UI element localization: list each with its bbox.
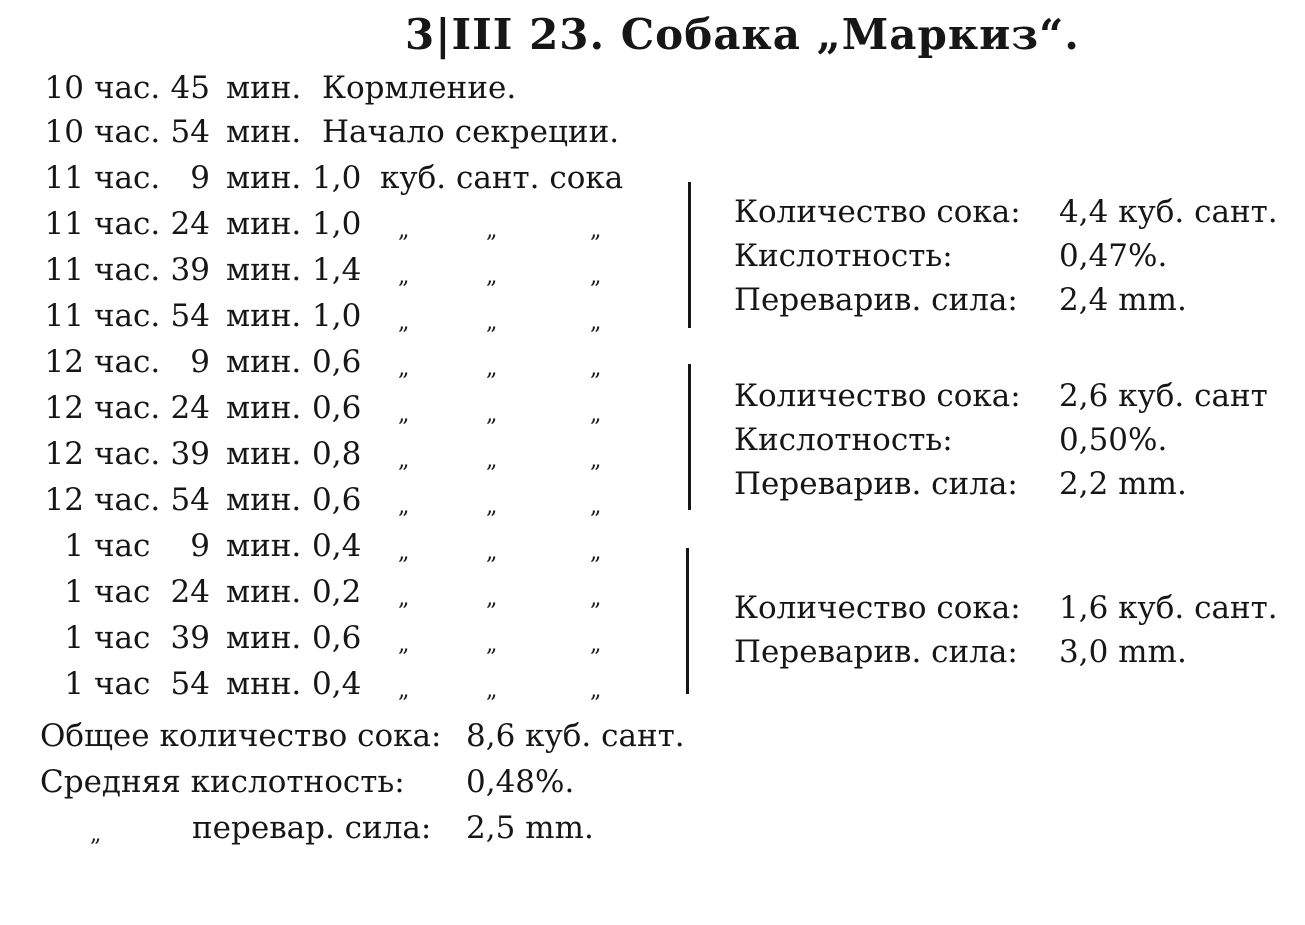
hour: 10 — [44, 70, 84, 106]
volume: 0,6 — [312, 482, 362, 518]
mean-digest-label: перевар. сила: — [192, 810, 432, 846]
minute: 24 — [170, 206, 210, 242]
volume: 1,4 — [312, 252, 362, 288]
minute-unit: мин. — [226, 436, 302, 472]
total-volume-label: Общее количество сока: — [40, 718, 442, 754]
hour-unit: час. — [94, 160, 161, 196]
hour: 12 — [44, 436, 84, 472]
ditto-mark: „ — [590, 356, 602, 381]
hour: 11 — [44, 160, 84, 196]
hour-unit: час. — [94, 114, 161, 150]
ditto-mark: „ — [486, 540, 498, 565]
ditto-mark: „ — [486, 218, 498, 243]
volume-unit: куб. сант. сока — [380, 160, 624, 196]
event-text: Кормление. — [322, 70, 517, 106]
minute-unit: мин. — [226, 160, 302, 196]
total-volume-value: 8,6 куб. сант. — [466, 718, 685, 754]
minute-unit: мин. — [226, 528, 302, 564]
hour-unit: час. — [94, 252, 161, 288]
minute: 54 — [170, 114, 210, 150]
ditto-mark: „ — [486, 264, 498, 289]
ditto-mark: „ — [398, 678, 410, 703]
minute: 9 — [190, 160, 210, 196]
ditto-mark: „ — [590, 540, 602, 565]
hour-unit: час. — [94, 344, 161, 380]
hour-unit: час — [94, 620, 151, 656]
hour-unit: час — [94, 528, 151, 564]
hour-unit: час — [94, 574, 151, 610]
ditto-mark: „ — [398, 218, 410, 243]
ditto-mark: „ — [486, 586, 498, 611]
ditto-mark: „ — [398, 494, 410, 519]
ditto-mark: „ — [486, 494, 498, 519]
summary-label: Переварив. сила: — [734, 466, 1018, 502]
minute-unit: мин. — [226, 114, 302, 150]
ditto-mark: „ — [486, 632, 498, 657]
volume: 0,6 — [312, 390, 362, 426]
ditto-mark: „ — [590, 632, 602, 657]
hour: 10 — [44, 114, 84, 150]
hour: 12 — [44, 482, 84, 518]
hour: 12 — [44, 390, 84, 426]
ditto-mark: „ — [486, 402, 498, 427]
summary-label: Количество сока: — [734, 194, 1021, 230]
page-title: 3|III 23. Собака „Маркиз“. — [405, 10, 1080, 59]
hour: 1 — [64, 574, 84, 610]
mean-acidity-value: 0,48%. — [466, 764, 575, 800]
hour: 11 — [44, 298, 84, 334]
ditto-mark: „ — [590, 402, 602, 427]
minute: 39 — [170, 252, 210, 288]
minute: 24 — [170, 574, 210, 610]
volume: 1,0 — [312, 206, 362, 242]
summary-value: 4,4 куб. сант. — [1059, 194, 1278, 230]
volume: 0,4 — [312, 528, 362, 564]
ditto-mark: „ — [590, 218, 602, 243]
hour-group-bracket — [686, 548, 689, 694]
ditto-mark: „ — [590, 264, 602, 289]
minute: 54 — [170, 666, 210, 702]
minute-unit: мин. — [226, 344, 302, 380]
summary-label: Кислотность: — [734, 238, 953, 274]
ditto-mark: „ — [90, 822, 102, 847]
mean-digest-value: 2,5 mm. — [466, 810, 594, 846]
summary-label: Переварив. сила: — [734, 282, 1018, 318]
ditto-mark: „ — [590, 494, 602, 519]
minute-unit: мин. — [226, 206, 302, 242]
summary-value: 3,0 mm. — [1059, 634, 1187, 670]
hour: 11 — [44, 252, 84, 288]
summary-label: Переварив. сила: — [734, 634, 1018, 670]
ditto-mark: „ — [486, 310, 498, 335]
hour: 12 — [44, 344, 84, 380]
ditto-mark: „ — [398, 540, 410, 565]
hour-unit: час — [94, 666, 151, 702]
minute: 54 — [170, 482, 210, 518]
hour-unit: час. — [94, 390, 161, 426]
ditto-mark: „ — [590, 678, 602, 703]
event-text: Начало секреции. — [322, 114, 620, 150]
minute: 9 — [190, 528, 210, 564]
hour-unit: час. — [94, 436, 161, 472]
summary-value: 1,6 куб. сант. — [1059, 590, 1278, 626]
mean-acidity-label: Средняя кислотность: — [40, 764, 405, 800]
hour-group-bracket — [688, 182, 691, 328]
ditto-mark: „ — [486, 678, 498, 703]
minute-unit: мин. — [226, 70, 302, 106]
ditto-mark: „ — [590, 586, 602, 611]
hour: 1 — [64, 528, 84, 564]
summary-label: Кислотность: — [734, 422, 953, 458]
ditto-mark: „ — [398, 310, 410, 335]
ditto-mark: „ — [398, 632, 410, 657]
minute-unit: мин. — [226, 574, 302, 610]
hour: 11 — [44, 206, 84, 242]
ditto-mark: „ — [398, 356, 410, 381]
minute-unit: мин. — [226, 482, 302, 518]
hour: 1 — [64, 620, 84, 656]
summary-value: 0,47%. — [1059, 238, 1168, 274]
ditto-mark: „ — [590, 448, 602, 473]
hour: 1 — [64, 666, 84, 702]
minute: 39 — [170, 436, 210, 472]
volume: 0,2 — [312, 574, 362, 610]
hour-unit: час. — [94, 206, 161, 242]
hour-group-bracket — [688, 364, 691, 510]
ditto-mark: „ — [398, 586, 410, 611]
minute: 54 — [170, 298, 210, 334]
minute-unit: мнн. — [226, 666, 302, 702]
minute: 9 — [190, 344, 210, 380]
minute-unit: мин. — [226, 620, 302, 656]
hour-unit: час. — [94, 482, 161, 518]
ditto-mark: „ — [486, 448, 498, 473]
minute-unit: мин. — [226, 298, 302, 334]
volume: 1,0 — [312, 160, 362, 196]
volume: 0,8 — [312, 436, 362, 472]
summary-value: 2,6 куб. сант — [1059, 378, 1268, 414]
summary-value: 0,50%. — [1059, 422, 1168, 458]
ditto-mark: „ — [398, 448, 410, 473]
hour-unit: час. — [94, 70, 161, 106]
minute-unit: мин. — [226, 390, 302, 426]
ditto-mark: „ — [486, 356, 498, 381]
minute-unit: мин. — [226, 252, 302, 288]
summary-value: 2,4 mm. — [1059, 282, 1187, 318]
volume: 0,4 — [312, 666, 362, 702]
minute: 24 — [170, 390, 210, 426]
ditto-mark: „ — [398, 402, 410, 427]
volume: 0,6 — [312, 344, 362, 380]
ditto-mark: „ — [590, 310, 602, 335]
volume: 0,6 — [312, 620, 362, 656]
hour-unit: час. — [94, 298, 161, 334]
volume: 1,0 — [312, 298, 362, 334]
minute: 39 — [170, 620, 210, 656]
summary-value: 2,2 mm. — [1059, 466, 1187, 502]
ditto-mark: „ — [398, 264, 410, 289]
summary-label: Количество сока: — [734, 590, 1021, 626]
minute: 45 — [170, 70, 210, 106]
summary-label: Количество сока: — [734, 378, 1021, 414]
